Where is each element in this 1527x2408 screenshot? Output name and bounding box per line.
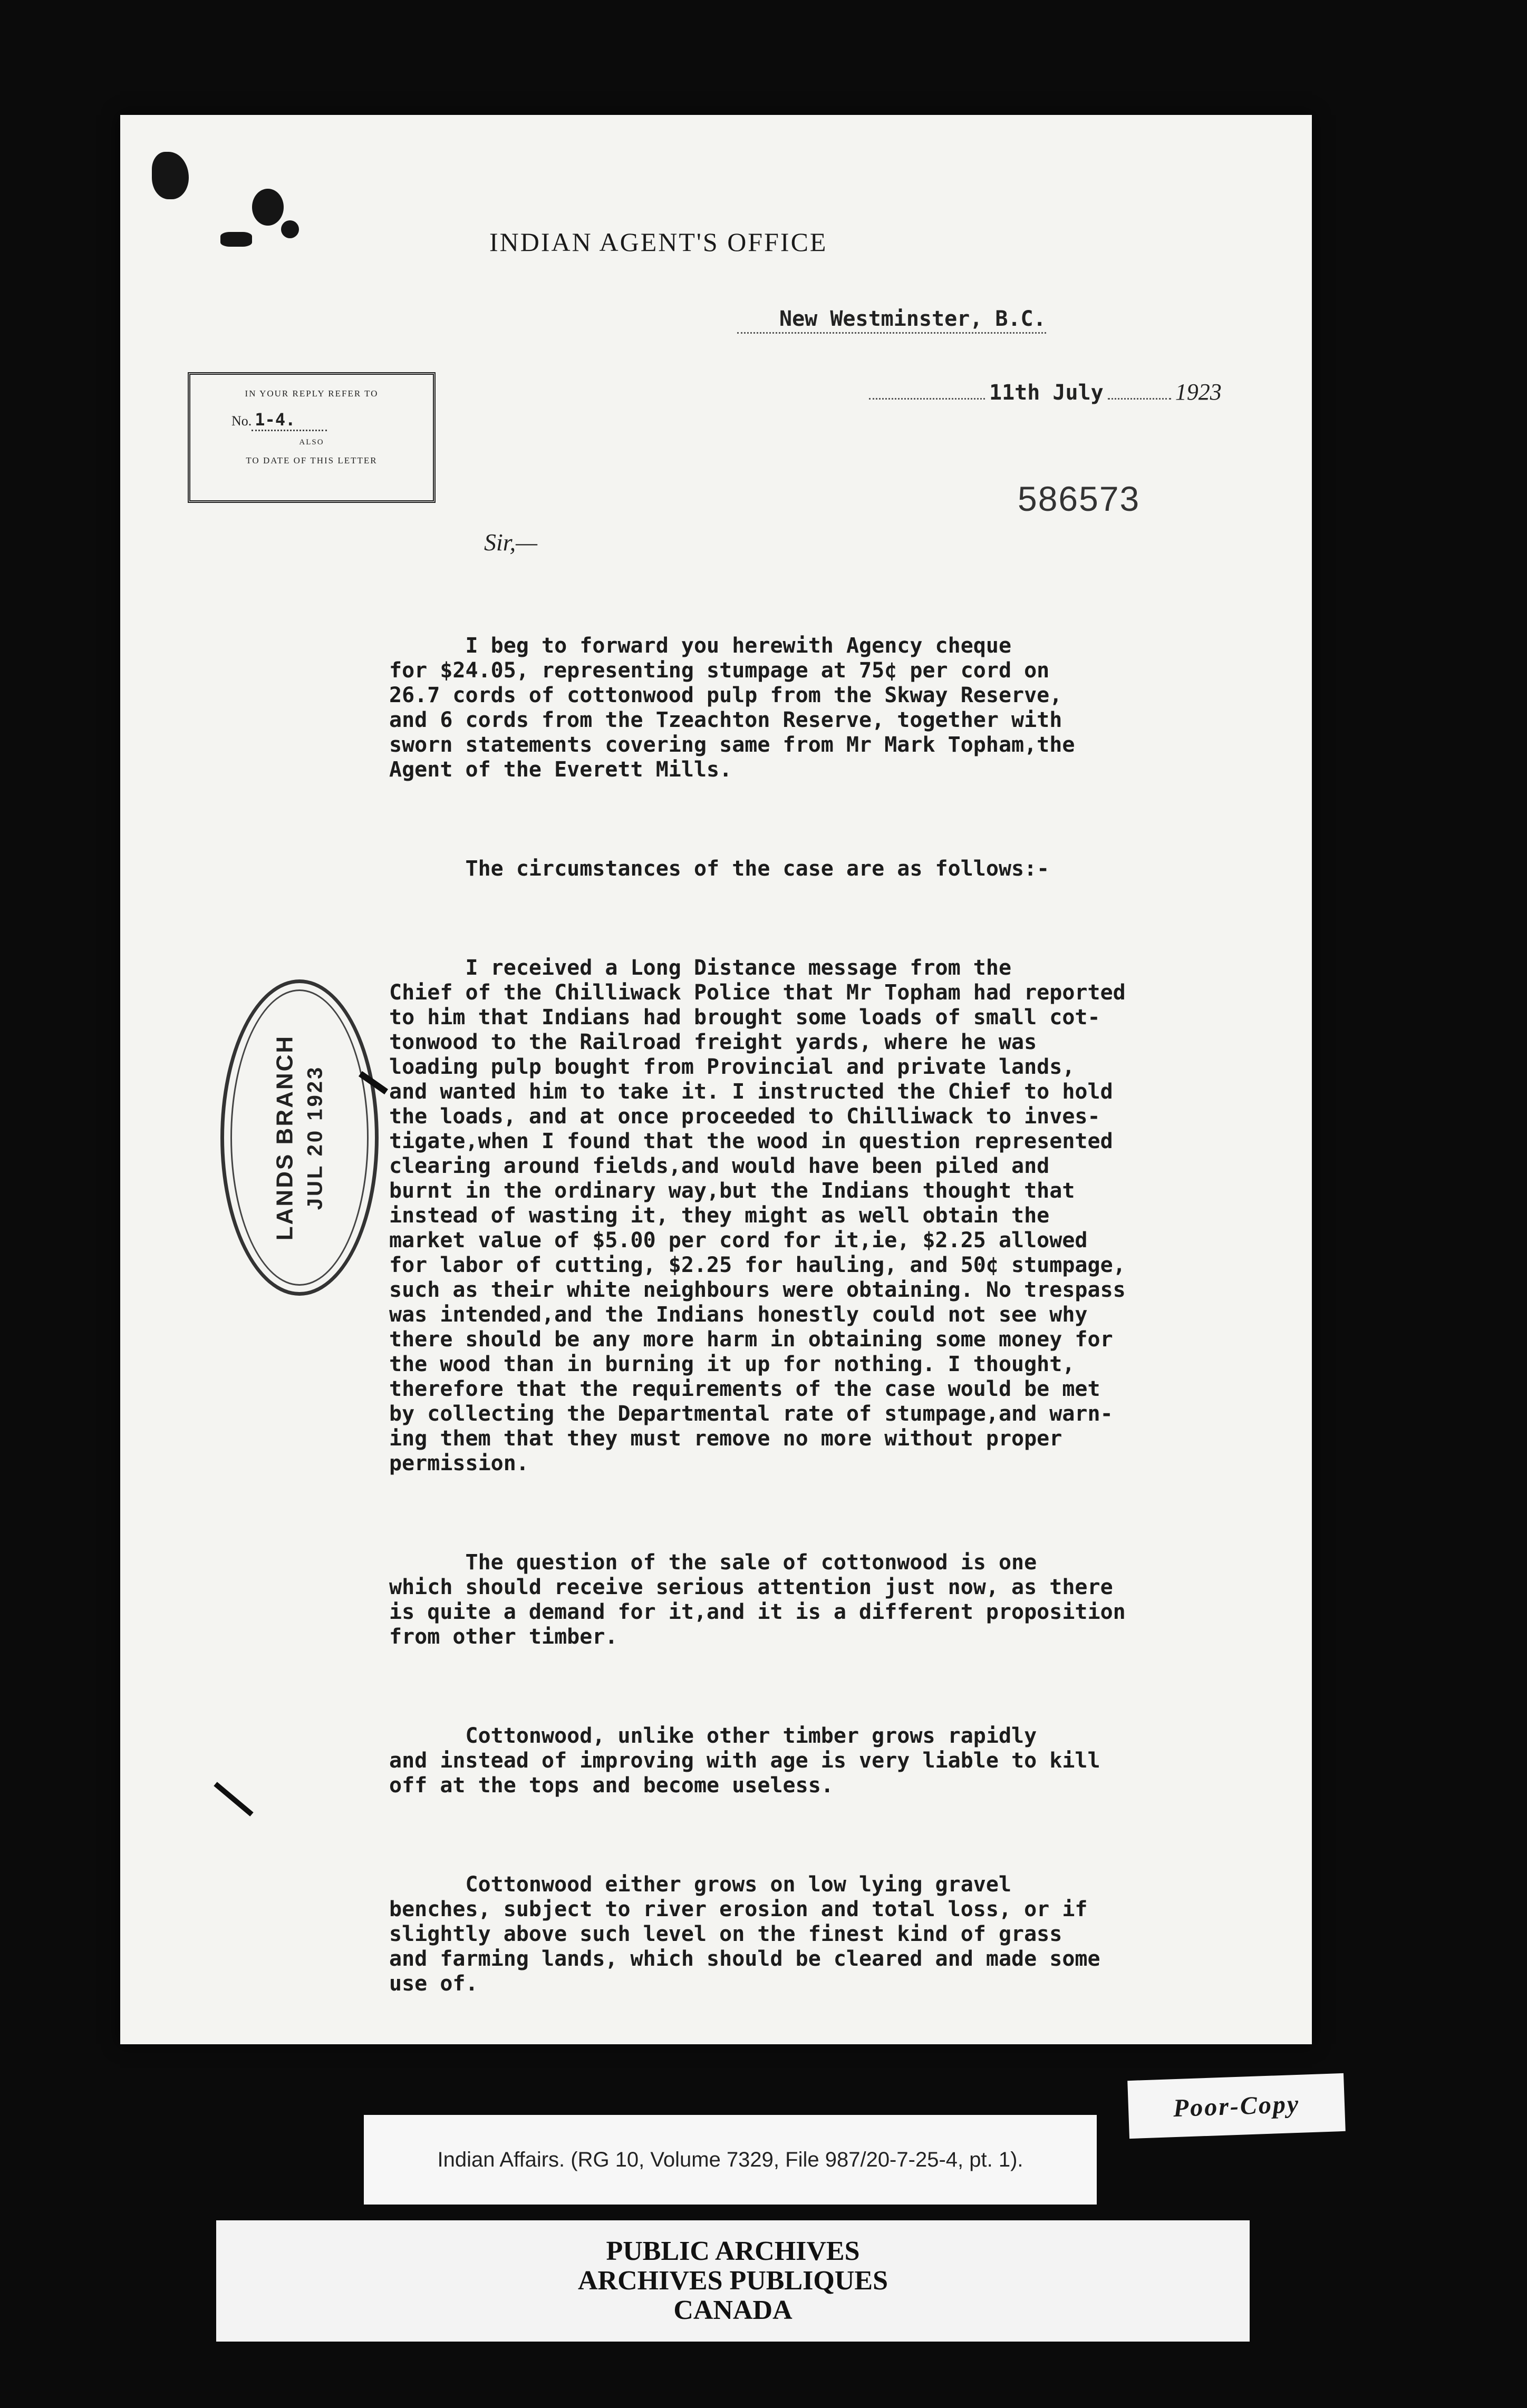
ref-no-label: No. bbox=[231, 413, 252, 429]
body-paragraph: The circumstances of the case are as follows:- bbox=[389, 857, 1050, 881]
letter-page bbox=[120, 115, 1312, 2044]
ink-blot bbox=[281, 220, 299, 238]
body-paragraph: I beg to forward you herewith Agency cheque for $24.05, representing stumpage at 75¢ per cord on 26.7 cords of cottonwood pulp from the Skway Reserve, and 6 cords from the Tzeachton Reserve, together with sworn statements covering same from Mr Mark Topham,the Agent of the Everett Mills. bbox=[389, 634, 1075, 782]
letterhead-title: INDIAN AGENT'S OFFICE bbox=[489, 227, 828, 257]
ink-blot bbox=[220, 232, 252, 247]
ref-no-value: 1-4. bbox=[252, 410, 327, 431]
body-paragraph: Cottonwood either grows on low lying gravel benches, subject to river erosion and total loss, or if slightly above such level on the finest kind of grass and farming lands, which should be cleared and made some use of. bbox=[389, 1872, 1100, 1996]
place-line: New Westminster, B.C. bbox=[737, 307, 1046, 334]
archives-line-2: ARCHIVES PUBLIQUES bbox=[577, 2266, 888, 2296]
ref-box-footer: TO DATE OF THIS LETTER bbox=[246, 455, 378, 465]
public-archives-label bbox=[216, 2220, 1250, 2342]
letter-body bbox=[389, 584, 1312, 2044]
dotted-leader bbox=[869, 398, 985, 400]
dotted-leader bbox=[1108, 398, 1171, 400]
stamp-branch: LANDS BRANCH bbox=[272, 1034, 298, 1241]
reply-reference-box bbox=[188, 372, 436, 503]
ref-box-heading: IN YOUR REPLY REFER TO bbox=[245, 389, 379, 399]
archive-caption: Indian Affairs. (RG 10, Volume 7329, File 987/20-7-25-4, pt. 1). bbox=[364, 2115, 1097, 2205]
lands-branch-received-stamp bbox=[220, 979, 379, 1296]
stamp-text bbox=[272, 1035, 327, 1240]
margin-mark bbox=[214, 1782, 253, 1817]
body-paragraph: Cottonwood, unlike other timber grows rapidly and instead of improving with age is very liable to kill off at the tops and become useless. bbox=[389, 1724, 1100, 1798]
date-line bbox=[869, 378, 1222, 405]
date-day-month: 11th July bbox=[989, 381, 1104, 405]
ink-blot bbox=[152, 152, 189, 199]
file-number-stamp: 586573 bbox=[1018, 479, 1141, 518]
ref-box-also: ALSO bbox=[299, 438, 324, 446]
body-paragraph: I received a Long Distance message from the Chief of the Chilliwack Police that Mr Topham had reported to him that Indians had brought some loads of small cot- tonwood to the Railroad freight yards, where he was loading pulp bought from Provincial and private lands, and wanted him to take it. I instructed the Chief to hold the loads, and at once proceeded to Chilliwack to inves- tigate,when I found that the wood in question represented clearing around fields,and would have been piled and burnt in the ordinary way,but the Indians thought that instead of wasting it, they might as well obtain the market value of $5.00 per cord for it,ie, $2.25 allowed for labor of cutting, $2.25 for hauling, and 50¢ stumpage, such as their white neighbours were obtaining. No trespass was intended,and the Indians honestly could not see why there should be any more harm in obtaining some money for the wood than in burning it up for nothing. I thought, therefore that the requirements of the case would be met by collecting the Departmental rate of stumpage,and warn- ing them that they must remove no more without proper permission. bbox=[389, 956, 1126, 1475]
poor-copy-label: Poor-Copy bbox=[1127, 2073, 1346, 2139]
ref-box-number-line bbox=[190, 410, 433, 430]
ink-blot bbox=[252, 189, 284, 226]
archives-line-3: CANADA bbox=[673, 2295, 793, 2325]
date-year: 1923 bbox=[1175, 379, 1222, 405]
archives-line-1: PUBLIC ARCHIVES bbox=[606, 2236, 860, 2266]
stamp-date: JUL 20 1923 bbox=[303, 1065, 327, 1210]
body-paragraph: The question of the sale of cottonwood is one which should receive serious attention just now, as there is quite a demand for it,and it is a different proposition from other timber. bbox=[389, 1550, 1126, 1649]
salutation: Sir,— bbox=[484, 529, 537, 556]
